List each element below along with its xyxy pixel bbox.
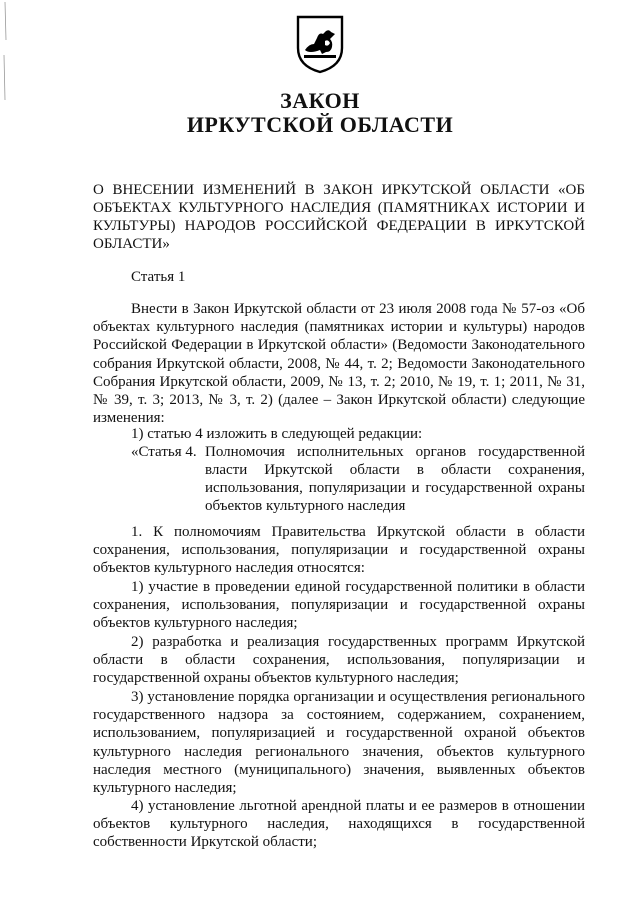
subitem-1: 1) участие в проведении единой государственной политики в области сохранения, использования, популяризации и государственной охраны объектов культурного наследия; [93,579,585,632]
subitem-3: 3) установление порядка организации и осуществления регионального государственного надзора за состоянием, содержанием, сохранением, использованием, популяризацией и государственной охраной объектов культурного наследия регионального значения, объектов культурного наследия местного (муниципального) значения, выявленных объектов культурного наследия; [93,689,585,797]
intro-paragraph: Внести в Закон Иркутской области от 23 июля 2008 года № 57-оз «Об объектах культурного наследия (памятниках истории и культуры) народов Российской Федерации в Иркутской области» (Ведомости Законодательного собрания Иркутской области, 2008, № 44, т. 2; Ведомости Законодательного Собрания Иркутской области, 2009, № 13, т. 2; 2010, № 19, т. 1; 2011, № 31, № 39, т. 3; 2013, № 3, т. 2) (далее – Закон Иркутской области) следующие изменения: [93,301,585,427]
law-title: ЗАКОН [280,88,360,113]
article-label: Статья 1 [131,269,186,285]
subitem-4: 4) установление льготной арендной платы и ее размеров в отношении объектов культурного наследия, находящихся в государственной собственности Иркутской области; [93,798,585,851]
statya-4-label: «Статья 4. [131,444,197,460]
statya-4-title: Полномочия исполнительных органов государственной власти Иркутской области в области сохранения, использования, популяризации и государственной охраны объектов культурного наследия [205,444,585,514]
law-heading: О ВНЕСЕНИИ ИЗМЕНЕНИЙ В ЗАКОН ИРКУТСКОЙ ОБЛАСТИ «ОБ ОБЪЕКТАХ КУЛЬТУРНОГО НАСЛЕДИЯ (ПАМЯТНИКАХ ИСТОРИИ И КУЛЬТУРЫ) НАРОДОВ РОССИЙСКОЙ ФЕДЕРАЦИИ В ИРКУТСКОЙ ОБЛАСТИ» [93,182,585,252]
subitem-2: 2) разработка и реализация государственных программ Иркутской области в области сохранения, использования, популяризации и государственной охраны объектов культурного наследия; [93,634,585,687]
paragraph-1: 1. К полномочиям Правительства Иркутской области в области сохранения, использования, популяризации и государственной охраны объектов культурного наследия относятся: [93,524,585,577]
irkutsk-coat-of-arms-icon [295,14,345,74]
item-1: 1) статью 4 изложить в следующей редакции: [131,426,423,442]
law-region: ИРКУТСКОЙ ОБЛАСТИ [186,112,454,137]
